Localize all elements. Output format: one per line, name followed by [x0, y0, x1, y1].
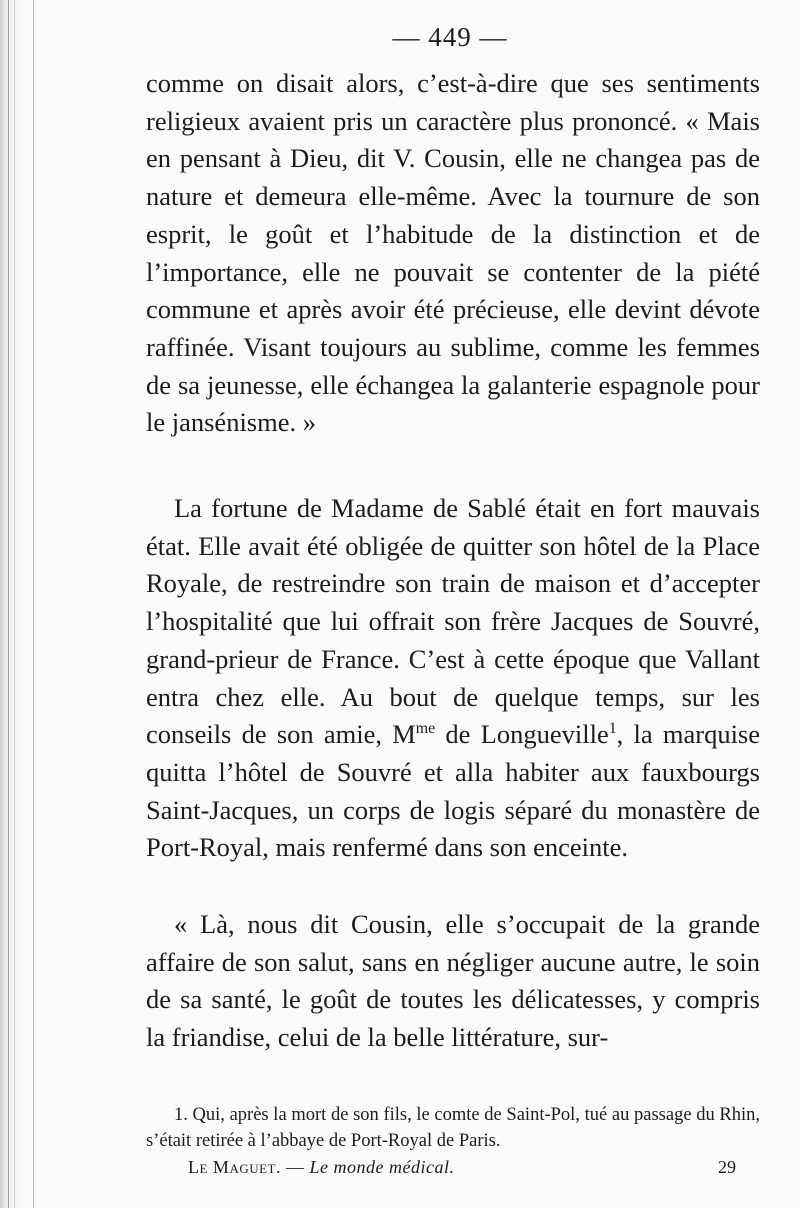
footer-book-title: Le monde médical. [309, 1157, 455, 1177]
paragraph-2 [146, 490, 760, 867]
footnote: 1. Qui, après la mort de son fils, le comte de Saint-Pol, tué au passage du Rhin, s’était retirée à l’abbaye de Port-Royal de Paris. [146, 1105, 760, 1151]
binding-edge-line [8, 0, 9, 1208]
footnote-reference: 1 [608, 720, 617, 738]
paragraph-2-text-3: , la marquise quitta l’hôtel de Souvré et alla habiter aux fauxbourgs Saint-Jacques, un corps de logis séparé du monastère de Port-Royal, mais renfermé dans son enceinte. [146, 719, 761, 863]
paragraph-1: comme on disait alors, c’est-à-dire que ses sentiments religieux avaient pris un caractère plus prononcé. « Mais en pensant à Dieu, dit V. Cousin, elle ne changea pas de nature et demeura elle-même. Avec la tournure de son esprit, le goût et l’habitude de la distinction et de l’importance, elle ne pouvait se contenter de la piété commune et après avoir été précieuse, elle devint dévote raffinée. Visant toujours au sublime, comme les femmes de sa jeunesse, elle échangea la galanterie espagnole pour le jansénisme. » [146, 68, 760, 438]
paragraph-3: « Là, nous dit Cousin, elle s’occupait de la grande affaire de son salut, sans en négliger aucune autre, le soin de sa santé, le goût de toutes les délicatesses, y compris la friandise, celui de la belle littérature, sur- [146, 909, 760, 1053]
running-footer [188, 1157, 454, 1178]
footer-author: Le Maguet. [188, 1157, 281, 1177]
paragraph-2-text-2: de Longueville [435, 719, 609, 750]
signature-mark: 29 [718, 1157, 736, 1177]
page-number: — 449 — [392, 22, 508, 52]
title-abbreviation-superscript: me [415, 720, 436, 738]
paragraph-2-text-1: La fortune de Madame de Sablé était en fort mauvais état. Elle avait été obligée de quitter son hôtel de la Place Royale, de restreindre son train de maison et d’accepter l’hospitalité que lui offrait son frère Jacques de Souvré, grand-prieur de France. C’est à cette époque que Vallant entra chez elle. Au bout de quelque temps, sur les conseils de son amie, M [146, 493, 760, 750]
binding-edge-line [33, 0, 34, 1208]
footer-separator: — [281, 1157, 310, 1177]
binding-edge-line [14, 0, 15, 1208]
binding-gutter [0, 0, 40, 1208]
